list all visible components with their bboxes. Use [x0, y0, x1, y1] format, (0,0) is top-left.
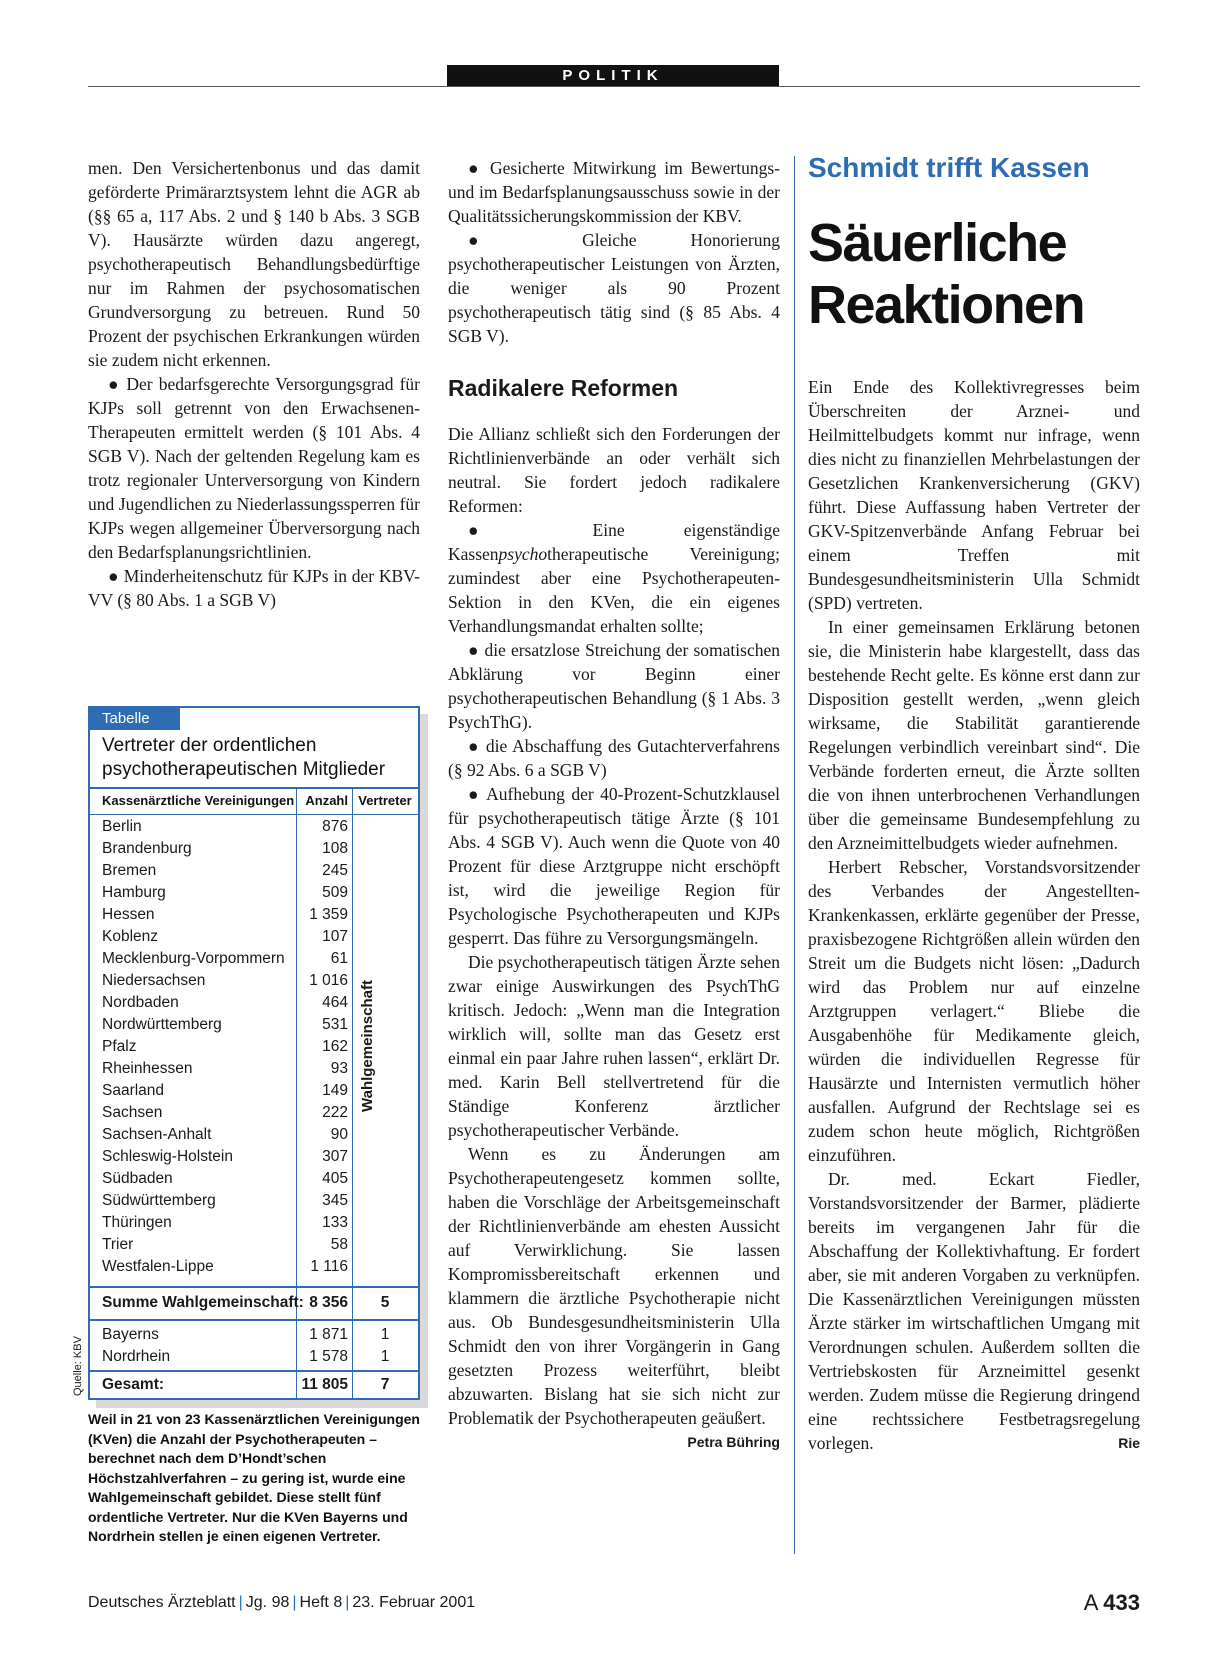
table-row: Hessen 1 359	[102, 906, 348, 923]
wahlgemeinschaft-label: Wahlgemeinschaft	[359, 980, 376, 1112]
table-row: Bayerns 1 871 1	[102, 1326, 390, 1343]
table-row: Nordwürttemberg 531	[102, 1016, 348, 1033]
author-signature: Petra Bühring	[687, 1434, 780, 1450]
table-row: Saarland 149	[102, 1082, 348, 1099]
column-divider	[794, 156, 795, 1554]
paragraph: Herbert Rebscher, Vorstandsvorsitzender des Verbandes der Angestellten-Krankenkassen, erklärte gegenüber der Presse, praxisbezogene Richtgrößen allein würden den Streit um die Budgets nicht lösen: „Dadurch wird das Problem nur auf einzelne Arztgruppen verlagert.“ Bliebe die Ausgabenhöhe für Medikamente gleich, würden die individuellen Regresse für Hausärzte und Internisten vermutlich höher ausfallen. Aufgrund der Rechtslage sei es zudem schon heute möglich, Richtgrößen einzuführen.	[808, 857, 1140, 1165]
header-rule	[88, 86, 1140, 87]
journal-volume: Jg. 98	[245, 1594, 290, 1611]
column-header-anzahl: Anzahl	[305, 793, 348, 808]
bullet-paragraph: ● Aufhebung der 40-Prozent-Schutzklausel für psychotherapeutisch tätige Ärzte (§ 101 Abs. 4 SGB V). Auch wenn die Quote von 40 Prozent für diese Arztgruppe nicht erschöpft ist, wird die jeweilige Region für Psychologische Psychotherapeuten und KJPs gesperrt. Das führe zu Versorgungsmängeln.	[448, 784, 780, 948]
page-number: A 433	[1083, 1590, 1140, 1615]
journal-name: Deutsches Ärzteblatt	[88, 1594, 236, 1611]
column-2	[448, 156, 780, 1454]
separator: |	[345, 1594, 350, 1611]
column-header-vertreter: Vertreter	[358, 793, 412, 808]
issue-date: 23. Februar 2001	[352, 1594, 476, 1611]
table-tab: Tabelle	[90, 708, 180, 730]
table-row: Nordrhein 1 578 1	[102, 1348, 390, 1365]
table-row: Mecklenburg-Vorpommern 61	[102, 950, 348, 967]
separator: |	[238, 1594, 243, 1611]
table-row: Bremen 245	[102, 862, 348, 879]
table-row: Südwürttemberg 345	[102, 1192, 348, 1209]
table-row: Berlin 876	[102, 818, 348, 835]
table-caption: Weil in 21 von 23 Kassenärztlichen Vereinigungen (KVen) die Anzahl der Psychotherapeuten – berechnet nach dem D’Hondt’schen Höchstzahlverfahren – zu gering ist, wurde eine Wahlgemeinschaft gebildet. Diese stellt fünf ordentliche Vertreter. Nur die KVen Bayerns und Nordrhein stellen je einen eigenen Vertreter.	[88, 1411, 420, 1544]
table-row: Westfalen-Lippe 1 116	[102, 1258, 348, 1275]
bullet-paragraph: ● Minderheitenschutz für KJPs in der KBV-VV (§ 80 Abs. 1 a SGB V)	[88, 566, 420, 610]
bullet-paragraph: ● Der bedarfsgerechte Versorgungsgrad für KJPs soll getrennt von den Erwachsenen-Therapeuten ermittelt werden (§ 101 Abs. 4 SGB V). Nach der geltenden Regelung kam es trotz regionaler Unterversorgung von Kindern und Jugendlichen zu Niederlassungssperren für KJPs wegen allgemeiner Überversorgung nach den Bedarfsplanungsrichtlinien.	[88, 374, 420, 562]
separator: |	[292, 1594, 297, 1611]
table-row: Rheinhessen 93	[102, 1060, 348, 1077]
bullet-paragraph: ● die ersatzlose Streichung der somatischen Abklärung vor Beginn einer psychotherapeutischen Behandlung (§ 1 Abs. 3 PsychThG).	[448, 640, 780, 732]
table-title: Vertreter der ordentlichen psychotherapeutischen Mitglieder	[102, 735, 386, 780]
paragraph: Wenn es zu Änderungen am Psychotherapeutengesetz kommen sollte, haben die Vorschläge der Arbeitsgemeinschaft der Richtlinienverbände am ehesten Aussicht auf Verwirklichung. Sie lassen Kompromissbereitschaft erkennen und klammern die ärztliche Psychotherapie nicht aus. Ob Bundesgesundheitsministerin Ulla Schmidt den von ihrer Vorgängerin in Gang gesetzten Prozess weiterführt, bleibt abzuwarten. Bislang hat sie sich nicht zur Problematik der Psychotherapeuten geäußert. Petra Bühring	[448, 1142, 780, 1430]
bullet-paragraph: ● die Abschaffung des Gutachterverfahrens (§ 92 Abs. 6 a SGB V)	[448, 736, 780, 780]
page-footer	[88, 1588, 1140, 1618]
article-headline: Säuerliche Reaktionen	[808, 213, 1085, 335]
table-row: Sachsen-Anhalt 90	[102, 1126, 348, 1143]
table-source: Quelle: KBV	[72, 1336, 84, 1396]
paragraph: Die Allianz schließt sich den Forderungen der Richtlinienverbände an oder verhält sich neutral. Sie fordert jedoch radikalere Reformen:	[448, 424, 780, 516]
table-row: Sachsen 222	[102, 1104, 348, 1121]
table-row: Hamburg 509	[102, 884, 348, 901]
paragraph: Dr. med. Eckart Fiedler, Vorstandsvorsitzender der Barmer, plädierte bereits im vergangenen Jahr für die Abschaffung der Kollektivhaftung. Er fordert aber, sie mit anderen Vorgaben zu verknüpfen. Die Kassenärztlichen Vereinigungen müssten Ärzte stärker im wirtschaftlichen Umgang mit Verordnungen schulen. Außerdem sollten die Vertriebskosten für Arzneimittel gesenkt werden. Zudem müsse die Regierung dringend eine rechtssichere Festbetragsregelung vorlegen. Rie	[808, 1169, 1140, 1453]
paragraph: Ein Ende des Kollektivregresses beim Überschreiten der Arznei- und Heilmittelbudgets kommt nur infrage, wenn dies nicht zu finanziellen Mehrbelastungen der Gesetzlichen Krankenversicherung (GKV) führt. Diese Auffassung haben Vertreter der GKV-Spitzenverbände Anfang Februar bei einem Treffen mit Bundesgesundheitsministerin Ulla Schmidt (SPD) vertreten.	[808, 377, 1140, 613]
section-tag: POLITIK	[447, 65, 779, 86]
table-row: Brandenburg 108	[102, 840, 348, 857]
column-1	[88, 156, 420, 612]
table-rule	[90, 1319, 418, 1321]
subheading: Radikalere Reformen	[448, 375, 679, 401]
column-3	[808, 375, 1140, 1455]
table-row: Nordbaden 464	[102, 994, 348, 1011]
table-body-extra	[90, 1324, 418, 1368]
total-row: Gesamt: 11 805 7	[102, 1376, 390, 1393]
bullet-paragraph: ● Eine eigenständige Kassenpsychotherapeutische Vereinigung; zumindest aber eine Psychotherapeuten-Sektion in den KVen, die ein eigenes Verhandlungsmandat erhalten sollte;	[448, 520, 780, 636]
summary-row: Summe Wahlgemeinschaft: 8 356 5	[102, 1294, 390, 1311]
paragraph: men. Den Versichertenbonus und das damit geförderte Primärarztsystem lehnt die AGR ab (§§ 65 a, 117 Abs. 2 und § 140 b Abs. 3 SGB V). Hausärzte würden dazu angeregt, psychotherapeutisch Behandlungsbedürftige nur im Rahmen der psychosomatischen Grundversorgung zu betreuen. Rund 50 Prozent der psychischen Erkrankungen würden sie zudem nicht erkennen.	[88, 158, 420, 370]
table-row: Koblenz 107	[102, 928, 348, 945]
journal-issue: Heft 8	[299, 1594, 343, 1611]
table-row: Schleswig-Holstein 307	[102, 1148, 348, 1165]
table-row: Südbaden 405	[102, 1170, 348, 1187]
table-rule	[90, 814, 418, 815]
bullet-paragraph: ● Gleiche Honorierung psychotherapeutischer Leistungen von Ärzten, die weniger als 90 Prozent psychotherapeutisch tätig sind (§ 85 Abs. 4 SGB V).	[448, 230, 780, 346]
table-row: Niedersachsen 1 016	[102, 972, 348, 989]
table-row: Pfalz 162	[102, 1038, 348, 1055]
author-signature: Rie	[1118, 1435, 1140, 1451]
table-rule	[90, 787, 418, 789]
table-row: Trier 58	[102, 1236, 348, 1253]
column-header-kv: Kassenärztliche Vereinigungen	[102, 793, 295, 808]
article-kicker: Schmidt trifft Kassen	[808, 152, 1090, 183]
table-row: Thüringen 133	[102, 1214, 348, 1231]
data-table	[88, 706, 420, 1400]
bullet-paragraph: ● Gesicherte Mitwirkung im Bewertungs- und im Bedarfsplanungsausschuss sowie in der Qualitätssicherungskommission der KBV.	[448, 158, 780, 226]
paragraph: In einer gemeinsamen Erklärung betonen sie, die Ministerin habe klargestellt, dass das bestehende Recht gelte. Es könne erst dann zur Disposition gestellt werden, „wenn gleich wirksame, die Stabilität garantierende Regelungen verbindlich vereinbart sind“. Die Verbände forderten erneut, die Ärzte sollten die von ihnen unterbrochenen Verhandlungen über die gemeinsame Bundesempfehlung zu den Arzneimittelbudgets wieder aufnehmen.	[808, 617, 1140, 853]
paragraph: Die psychotherapeutisch tätigen Ärzte sehen zwar einige Auswirkungen des PsychThG kritisch. Jedoch: „Wenn man die Integration wirklich will, sollte man das Gesetz erst einmal ein paar Jahre ruhen lassen“, erklärt Dr. med. Karin Bell stellvertretend für die Ständige Konferenz ärztlicher psychotherapeutischer Verbände.	[448, 952, 780, 1140]
